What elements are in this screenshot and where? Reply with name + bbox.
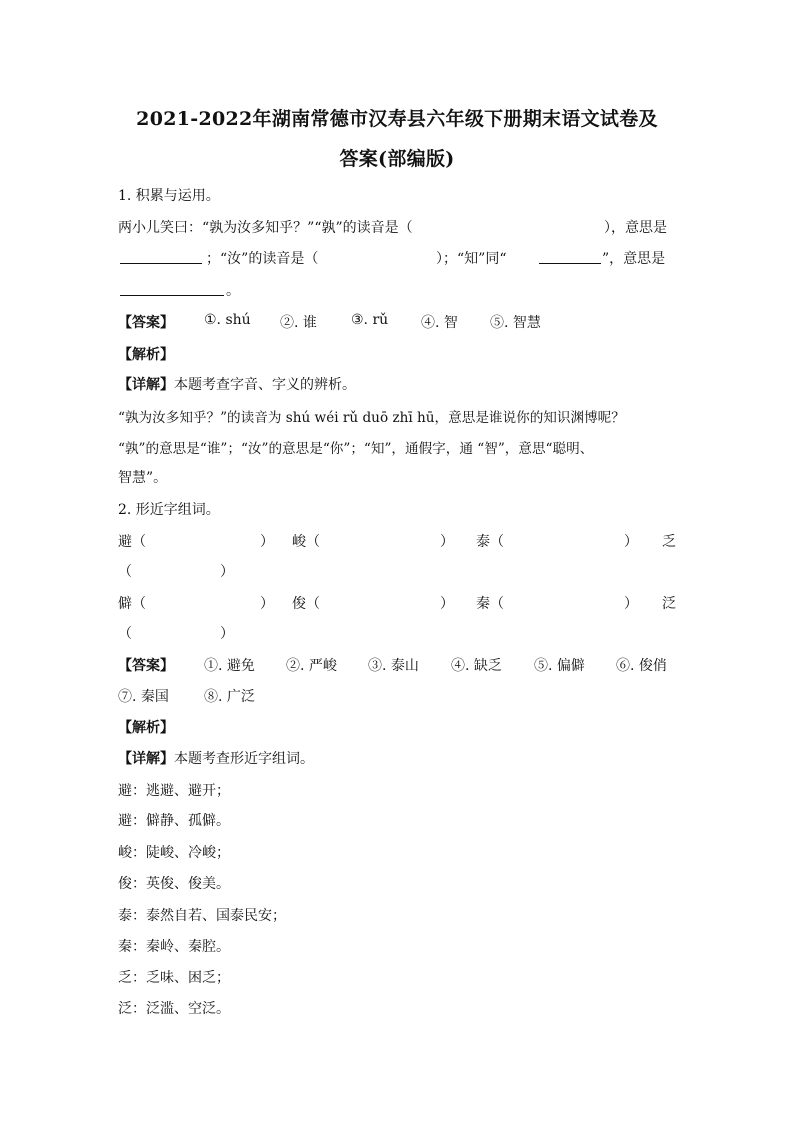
q2-row2-char1: 僻（ bbox=[118, 596, 146, 612]
q2-detail-text: 本题考查形近字组词。 bbox=[174, 751, 314, 767]
q1-answer-4: ④. 智 bbox=[421, 315, 458, 331]
q2-row1-close2: ） bbox=[440, 534, 454, 550]
q1-explain-line2: “孰”的意思是“谁”；“汝”的意思是“你”；“知”，通假字，通 “智”，意思“聪明、 bbox=[118, 441, 594, 457]
q2-answer-6: ⑥. 俊俏 bbox=[616, 658, 667, 674]
q1-heading: 1. 积累与运用。 bbox=[118, 188, 220, 204]
q2-answer-4: ④. 缺乏 bbox=[451, 658, 502, 674]
q2-detail bbox=[118, 748, 314, 768]
q2-answer-7: ⑦. 秦国 bbox=[118, 689, 169, 705]
q2-row2-close1: ） bbox=[260, 596, 274, 612]
q2-row1-close1: ） bbox=[260, 534, 274, 550]
q1-answer-1: ①. shú bbox=[204, 312, 251, 328]
q1-prompt-line3 bbox=[118, 280, 258, 300]
q1-prompt-text-b: ），意思是 bbox=[604, 220, 667, 236]
q1-prompt-line1 bbox=[118, 217, 676, 237]
q2-row2-char3: 秦（ bbox=[476, 596, 504, 612]
q1-period: 。 bbox=[226, 283, 240, 299]
q2-row2-close2: ） bbox=[440, 596, 454, 612]
q1-analysis-label: 【解析】 bbox=[118, 347, 174, 363]
q2-row2-wrap bbox=[118, 623, 258, 643]
q2-answer-row2 bbox=[118, 686, 318, 706]
q2-answer-2: ②. 严峻 bbox=[286, 658, 337, 674]
q2-row2-char4: 泛 bbox=[662, 596, 676, 612]
q2-answer-row1 bbox=[118, 655, 678, 675]
q2-answer-8: ⑧. 广泛 bbox=[204, 689, 255, 705]
q1-answer-3: ③. rǔ bbox=[351, 312, 389, 328]
q2-row1-char2: 峻（ bbox=[292, 534, 320, 550]
q1-detail-label: 【详解】 bbox=[118, 377, 174, 393]
q2-item: 泰：泰然自若、国泰民安； bbox=[118, 908, 286, 924]
q1-prompt-text-e: ”，意思是 bbox=[602, 251, 666, 267]
q2-row1 bbox=[118, 531, 678, 551]
q1-prompt-text-a: 两小儿笑曰：“孰为汝多知乎？”“孰”的读音是（ bbox=[118, 220, 413, 236]
q1-explain-line3: 智慧”。 bbox=[118, 470, 168, 486]
q2-row2-char2: 俊（ bbox=[292, 596, 320, 612]
q2-item: 避：僻静、孤僻。 bbox=[118, 813, 230, 829]
q2-row1-char3: 泰（ bbox=[476, 534, 504, 550]
q2-row2-wrap-open: （ bbox=[118, 626, 132, 642]
q2-analysis-label: 【解析】 bbox=[118, 720, 174, 736]
q1-answer-2: ②. 谁 bbox=[280, 315, 317, 331]
q2-answer-5: ⑤. 偏僻 bbox=[534, 658, 585, 674]
q2-answer-3: ③. 泰山 bbox=[368, 658, 419, 674]
q1-blank-tongjia[interactable] bbox=[539, 249, 601, 264]
q2-row1-wrap-open: （ bbox=[118, 564, 132, 580]
q2-item: 俊：英俊、俊美。 bbox=[118, 876, 230, 892]
q2-answer-label: 【答案】 bbox=[118, 658, 174, 674]
q1-prompt-text-d: ）；“知”同“ bbox=[436, 251, 507, 267]
q1-blank-meaning1[interactable] bbox=[120, 249, 202, 264]
q2-answer-1: ①. 避免 bbox=[204, 658, 255, 674]
q2-item: 峻：陡峻、冷峻； bbox=[118, 845, 230, 861]
q2-item: 秦：秦岭、秦腔。 bbox=[118, 939, 230, 955]
q1-answer-label: 【答案】 bbox=[118, 315, 174, 331]
q1-blank-meaning2[interactable] bbox=[120, 281, 224, 296]
q1-prompt-line2 bbox=[118, 248, 676, 268]
q2-row2-close3: ） bbox=[624, 596, 638, 612]
q1-prompt-text-c: ；“汝”的读音是（ bbox=[206, 251, 319, 267]
q2-row2 bbox=[118, 593, 678, 613]
q1-detail bbox=[118, 374, 356, 394]
page-title-line1: 2021-2022年湖南常德市汉寿县六年级下册期末语文试卷及 bbox=[136, 108, 658, 130]
q1-explain-line1: “孰为汝多知乎？”的读音为 shú wéi rǔ duō zhī hū，意思是谁说你的知识渊博呢？ bbox=[118, 410, 625, 426]
page-title-line2: 答案(部编版) bbox=[339, 148, 455, 170]
q2-item: 避：逃避、避开； bbox=[118, 783, 230, 799]
q2-item: 乏：乏味、困乏； bbox=[118, 970, 230, 986]
q2-heading: 2. 形近字组词。 bbox=[118, 502, 220, 518]
q1-answer-5: ⑤. 智慧 bbox=[490, 315, 541, 331]
q2-item: 泛：泛滥、空泛。 bbox=[118, 1001, 230, 1017]
q2-row2-wrap-close: ） bbox=[220, 626, 234, 642]
q2-row1-char1: 避（ bbox=[118, 534, 146, 550]
q2-row1-char4: 乏 bbox=[662, 534, 676, 550]
q2-row1-close3: ） bbox=[624, 534, 638, 550]
q1-detail-text: 本题考查字音、字义的辨析。 bbox=[174, 377, 356, 393]
q2-row1-wrap bbox=[118, 561, 258, 581]
q2-row1-wrap-close: ） bbox=[220, 564, 234, 580]
q2-detail-label: 【详解】 bbox=[118, 751, 174, 767]
q1-answer-row bbox=[118, 312, 678, 332]
